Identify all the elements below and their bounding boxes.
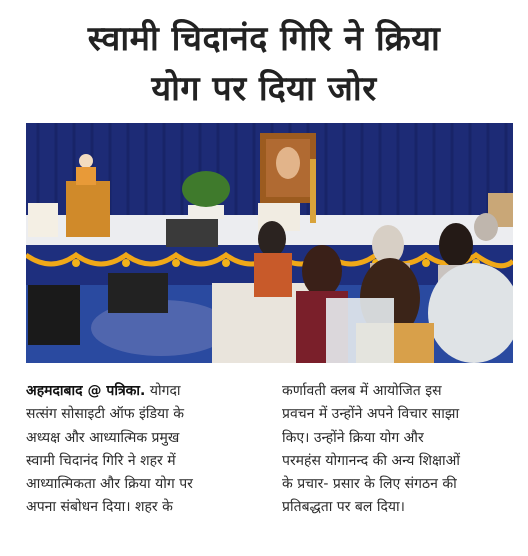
body-text-left-2: अध्यक्ष और आध्यात्मिक प्रमुख (26, 429, 180, 446)
event-photo (26, 123, 513, 363)
body-text-left-0: योगदा (149, 383, 181, 399)
body-text-right-4: के प्रचार- प्रसार के लिए संगठन की (282, 476, 457, 493)
body-text-right-5: प्रतिबद्धता पर बल दिया। (282, 499, 405, 516)
body-column-right (282, 380, 518, 520)
body-column-left (26, 380, 262, 520)
event-photo-illustration (26, 123, 513, 363)
dateline: अहमदाबाद @ पत्रिका. (26, 383, 146, 399)
body-text-left-1: सत्संग सोसाइटी ऑफ इंडिया के (26, 406, 184, 423)
body-text-right-2: किए। उन्होंने क्रिया योग और (282, 429, 424, 446)
headline-line-1: स्वामी चिदानंद गिरि ने क्रिया (87, 19, 441, 59)
body-line-1 (26, 380, 262, 403)
body-text-right-3: परमहंस योगानन्द की अन्य शिक्षाओं (282, 452, 460, 469)
body-text-left-5: अपना संबोधन दिया। शहर के (26, 499, 173, 516)
article-body (26, 380, 518, 550)
body-text-right-1: प्रवचन में उन्होंने अपने विचार साझा (282, 406, 460, 423)
body-text-right-0: कर्णावती क्लब में आयोजित इस (282, 383, 442, 399)
headline (0, 14, 528, 114)
body-text-left-3: स्वामी चिदानंद गिरि ने शहर में (26, 452, 176, 469)
headline-line-2: योग पर दिया जोर (151, 69, 377, 109)
body-text-left-4: आध्यात्मिकता और क्रिया योग पर (26, 476, 193, 493)
